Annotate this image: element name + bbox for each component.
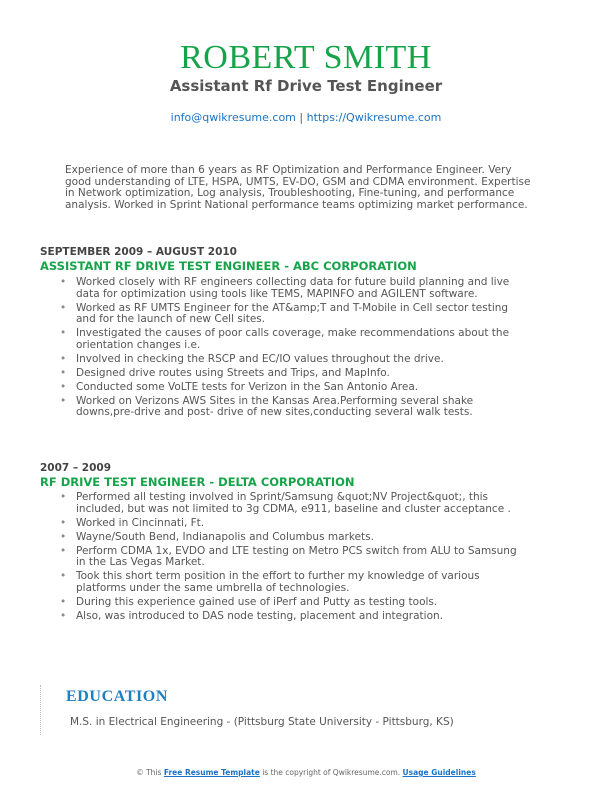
website-link[interactable]: https://Qwikresume.com xyxy=(306,111,442,124)
education-heading: EDUCATION xyxy=(66,688,169,705)
bullet-icon: • xyxy=(60,516,67,529)
bullet-icon: • xyxy=(60,380,67,393)
list-item: • During this experience gained use of iPerf and Putty as testing tools. xyxy=(60,595,438,608)
list-item: • Worked as RF UMTS Engineer for the AT&amp;T and T-Mobile in Cell sector testing and for the launch of new Cell sites. xyxy=(60,301,509,326)
list-item: • Performed all testing involved in Sprint/Samsung &quot;NV Project&quot;, this included, but was not limited to 3g CDMA, e911, baseline and cluster acceptance . xyxy=(60,491,511,515)
footer-prefix: © This xyxy=(136,768,164,777)
list-item: • Involved in checking the RSCP and EC/IO values throughout the drive. xyxy=(60,352,444,365)
bullet-icon: • xyxy=(60,544,67,557)
list-item: • Worked on Verizons AWS Sites in the Kansas Area.Performing several shake downs,pre-drive and post- drive of new sites,conducting several walk tests. xyxy=(60,394,474,419)
bullet-icon: • xyxy=(60,570,67,583)
job-2-role: RF DRIVE TEST ENGINEER - DELTA CORPORATION xyxy=(40,475,355,489)
list-item: • Worked closely with RF engineers collecting data for future build planning and live data for optimization using tools like TEMS, MAPINFO and AGILENT software. xyxy=(60,276,510,300)
free-resume-template-link[interactable]: Free Resume Template xyxy=(163,768,260,777)
bullet-icon: • xyxy=(60,530,67,543)
usage-guidelines-link[interactable]: Usage Guidelines xyxy=(402,768,476,777)
bullet-icon: • xyxy=(60,366,67,379)
list-item: • Perform CDMA 1x, EVDO and LTE testing on Metro PCS switch from ALU to Samsung in the Las Vegas Market. xyxy=(60,544,517,569)
list-item: • Took this short term position in the effort to further my knowledge of various platforms under the same umbrella of technologies. xyxy=(60,570,480,594)
bullet-icon: • xyxy=(60,491,67,503)
list-item: • Also, was introduced to DAS node testing, placement and integration. xyxy=(60,609,443,622)
education-divider xyxy=(40,685,43,735)
job-1-dates: SEPTEMBER 2009 – AUGUST 2010 xyxy=(40,246,237,258)
job-1-role: ASSISTANT RF DRIVE TEST ENGINEER - ABC CORPORATION xyxy=(40,259,417,273)
list-item: • Investigated the causes of poor calls coverage, make recommendations about the orientation changes i.e. xyxy=(60,327,510,351)
bullet-icon: • xyxy=(60,394,67,407)
bullet-icon: • xyxy=(60,595,67,608)
bullet-icon: • xyxy=(60,301,67,314)
candidate-title: Assistant Rf Drive Test Engineer xyxy=(169,77,443,95)
education-item: M.S. in Electrical Engineering - (Pittsburg State University - Pittsburg, KS) xyxy=(70,716,454,728)
summary-paragraph: Experience of more than 6 years as RF Optimization and Performance Engineer. Very good understanding of LTE, HSPA, UMTS, EV-DO, GSM and CDMA environment. Expertise in Network optimization, Log analysis, Troubleshooting, Fine-tuning, and performance analysis. Worked in Sprint National performance teams optimizing market performance. xyxy=(65,164,531,211)
list-item: • Wayne/South Bend, Indianapolis and Columbus markets. xyxy=(60,530,374,543)
job-2-dates: 2007 – 2009 xyxy=(40,462,112,474)
candidate-name: ROBERT SMITH xyxy=(180,39,432,76)
bullet-icon: • xyxy=(60,352,67,365)
email-link[interactable]: info@qwikresume.com xyxy=(170,111,296,124)
job-2-bullets xyxy=(60,492,520,625)
bullet-icon: • xyxy=(60,609,67,622)
job-1-bullets xyxy=(60,277,520,421)
contact-separator: | xyxy=(295,111,307,124)
footer-middle: is the copyright of Qwikresume.com. xyxy=(259,768,403,777)
list-item: • Designed drive routes using Streets and Trips, and MapInfo. xyxy=(60,366,390,379)
list-item: • Conducted some VoLTE tests for Verizon in the San Antonio Area. xyxy=(60,380,419,393)
contact-line xyxy=(0,111,612,125)
footer xyxy=(0,768,612,778)
bullet-icon: • xyxy=(60,327,67,340)
bullet-icon: • xyxy=(60,276,67,288)
list-item: • Worked in Cincinnati, Ft. xyxy=(60,516,205,529)
